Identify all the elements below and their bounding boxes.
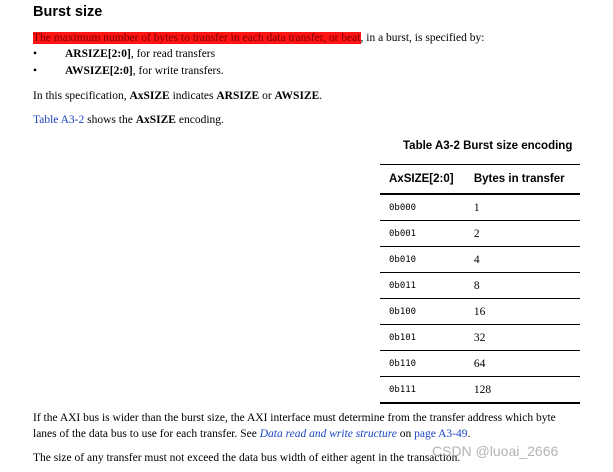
burst-size-encoding-table	[380, 164, 580, 404]
table-row	[380, 351, 580, 377]
table-a3-2-link[interactable]: Table A3-2	[33, 114, 85, 126]
bullet-marker: •	[33, 48, 38, 60]
bytes-cell: 8	[465, 273, 580, 299]
column-header-axsize: AxSIZE[2:0]	[380, 165, 465, 195]
page-a3-49-link[interactable]: page A3-49	[414, 428, 468, 440]
para-text: on	[396, 428, 415, 440]
table-row	[380, 194, 580, 221]
table-row	[380, 221, 580, 247]
bytes-cell: 4	[465, 247, 580, 273]
encoding-cell: 0b100	[380, 299, 465, 325]
intro-paragraph	[33, 31, 484, 46]
encoding-cell: 0b101	[380, 325, 465, 351]
encoding-cell: 0b000	[380, 194, 465, 221]
encoding-cell: 0b001	[380, 221, 465, 247]
bytes-cell: 64	[465, 351, 580, 377]
csdn-watermark: CSDN @luoai_2666	[432, 443, 559, 459]
spec-bold: AxSIZE	[129, 90, 170, 102]
table-row	[380, 377, 580, 404]
table-row	[380, 273, 580, 299]
para-text: .	[467, 428, 471, 440]
spec-text: indicates	[169, 90, 217, 102]
para-text: lanes of the data bus to use for each transfer. See	[33, 428, 260, 440]
ref-text: encoding.	[175, 114, 224, 126]
transfer-size-paragraph: The size of any transfer must not exceed the data bus width of either agent in the transaction.	[33, 452, 461, 464]
spec-paragraph	[33, 89, 322, 104]
bullet-text: , for read transfers	[130, 48, 216, 60]
table-row	[380, 325, 580, 351]
bullet-bold: ARSIZE[2:0]	[65, 48, 131, 60]
intro-rest: , in a burst, is specified by:	[360, 32, 485, 44]
spec-text: .	[319, 90, 323, 102]
bullet-item-arsize	[65, 47, 215, 62]
bytes-cell: 32	[465, 325, 580, 351]
table-row	[380, 299, 580, 325]
table-caption: Table A3-2 Burst size encoding	[403, 140, 573, 152]
bullet-bold: AWSIZE[2:0]	[65, 65, 133, 77]
table-row	[380, 247, 580, 273]
bytes-cell: 2	[465, 221, 580, 247]
encoding-cell: 0b010	[380, 247, 465, 273]
bytes-cell: 128	[465, 377, 580, 404]
bullet-text: , for write transfers.	[132, 65, 224, 77]
bullet-item-awsize	[65, 64, 224, 79]
section-heading: Burst size	[33, 4, 103, 20]
encoding-cell: 0b110	[380, 351, 465, 377]
spec-text: or	[259, 90, 275, 102]
ref-bold: AxSIZE	[135, 114, 176, 126]
bytes-cell: 1	[465, 194, 580, 221]
spec-text: In this specification,	[33, 90, 130, 102]
table-reference-paragraph	[33, 113, 224, 128]
table-header-row	[380, 165, 580, 195]
bullet-marker: •	[33, 65, 38, 77]
encoding-cell: 0b111	[380, 377, 465, 404]
spec-bold: ARSIZE	[216, 90, 260, 102]
column-header-bytes: Bytes in transfer	[465, 165, 580, 195]
bytes-cell: 16	[465, 299, 580, 325]
bus-width-paragraph-line1: If the AXI bus is wider than the burst size, the AXI interface must determine from the transfer address which byte	[33, 412, 556, 424]
bus-width-paragraph-line2	[33, 427, 470, 442]
ref-text: shows the	[84, 114, 136, 126]
encoding-cell: 0b011	[380, 273, 465, 299]
highlighted-text: The maximum number of bytes to transfer in each data transfer, or beat	[33, 32, 361, 44]
spec-bold: AWSIZE	[274, 90, 320, 102]
data-read-write-structure-link[interactable]: Data read and write structure	[259, 428, 397, 440]
